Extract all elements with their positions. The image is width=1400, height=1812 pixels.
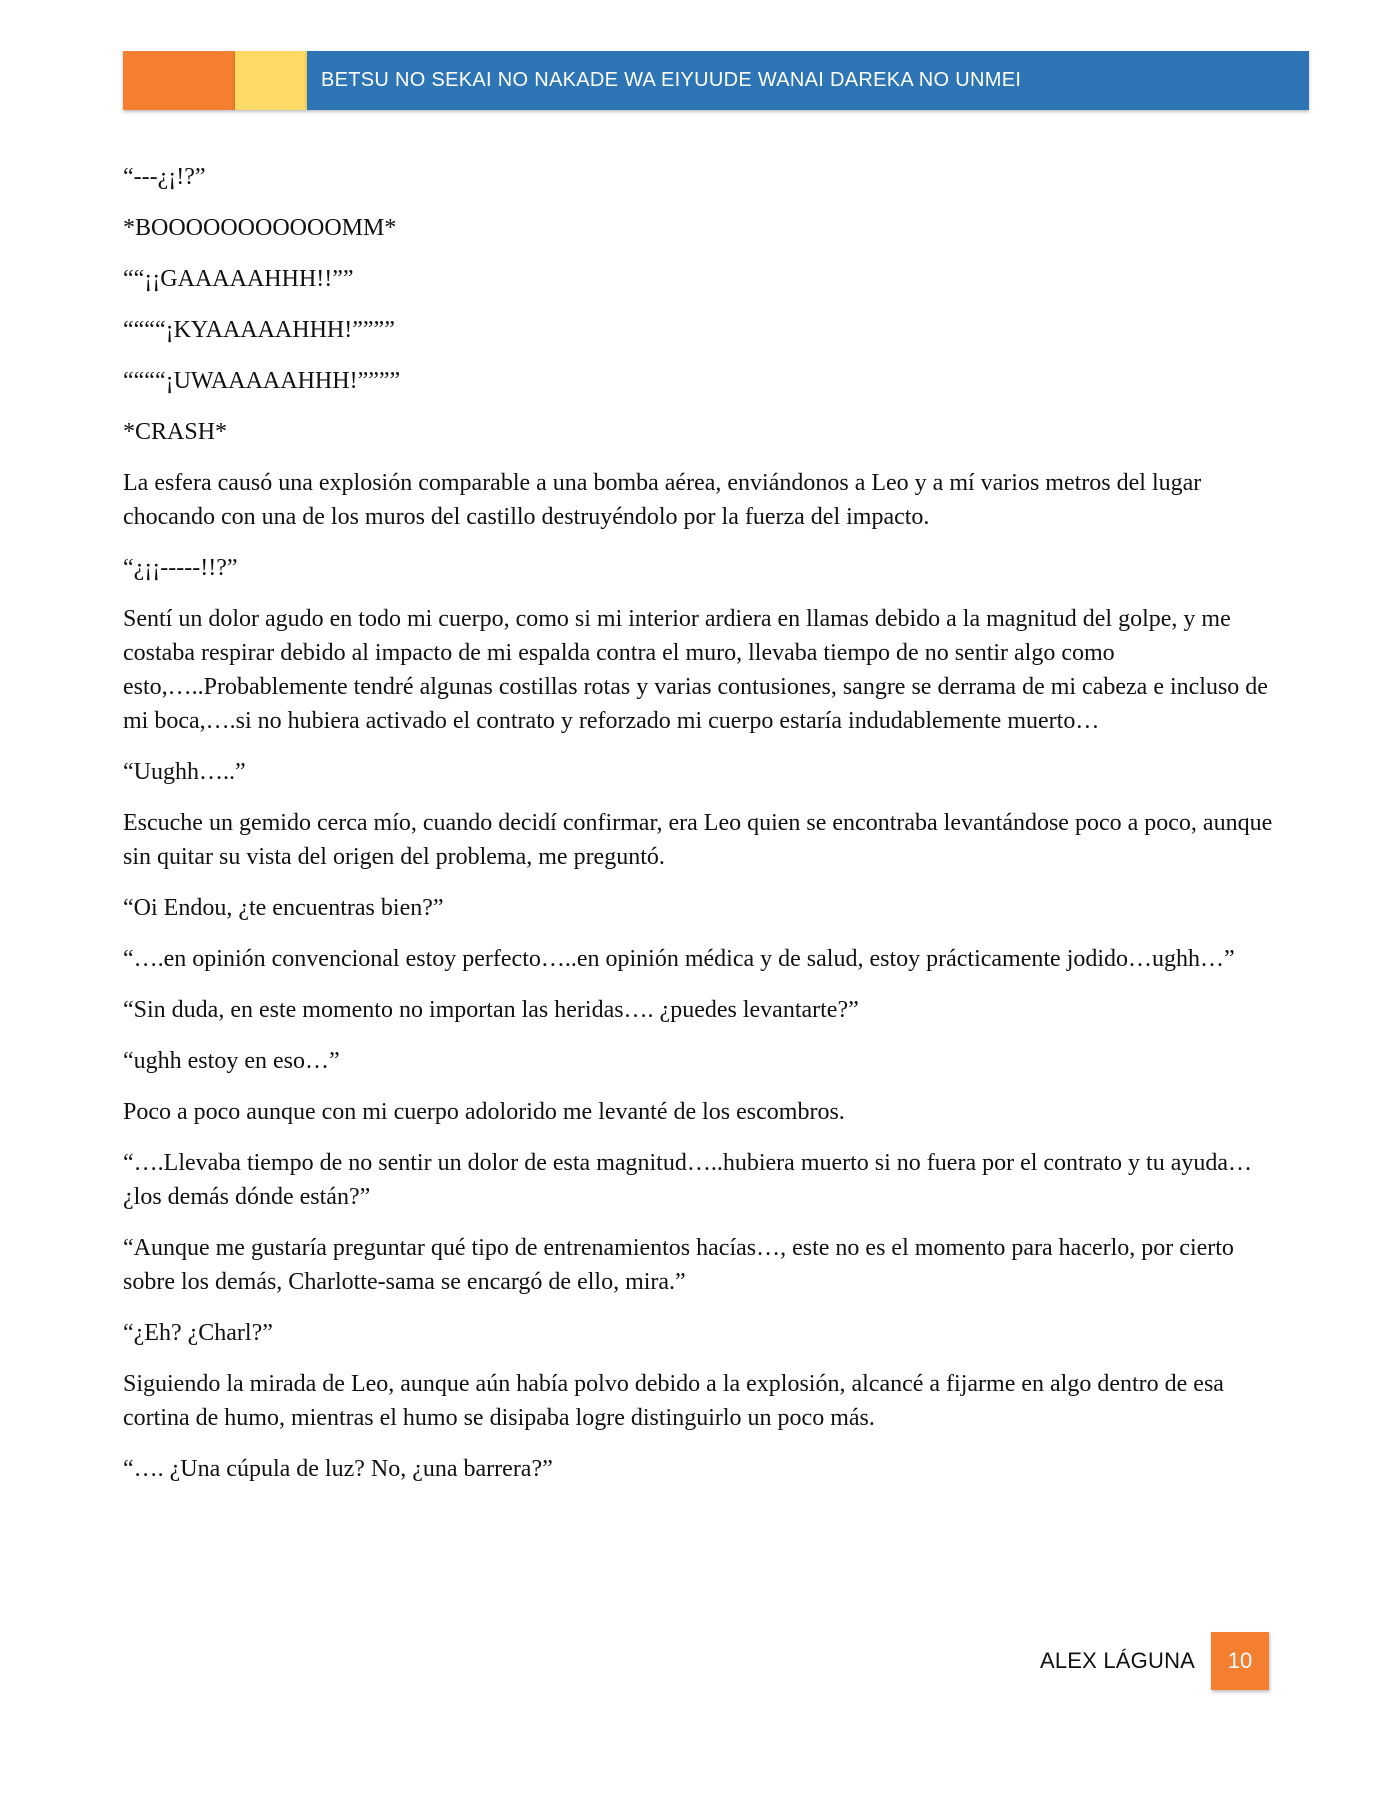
paragraph: “¿¡¡-----!!?”: [123, 555, 238, 581]
paragraph: “Oi Endou, ¿te encuentras bien?”: [123, 895, 444, 921]
paragraph: Poco a poco aunque con mi cuerpo adolorido me levanté de los escombros.: [123, 1099, 845, 1125]
page-number: 10: [1211, 1632, 1269, 1690]
header-orange-block: [123, 51, 235, 110]
paragraph: Sentí un dolor agudo en todo mi cuerpo, como si mi interior ardiera en llamas debido a la magnitud del golpe, y me costaba respirar debido al impacto de mi espalda contra el muro, llevaba tiempo de no sentir algo como esto,…..Probablemente tendré algunas costillas rotas y varias contusiones, sangre se derrama de mi cabeza e incluso de mi boca,….si no hubiera activado el contrato y reforzado mi cuerpo estaría indudablemente muerto…: [123, 606, 1268, 734]
paragraph: ““““¡KYAAAAAHHH!””””: [123, 317, 395, 343]
page-body: [123, 160, 1273, 1503]
page-header: [123, 51, 1309, 110]
paragraph: La esfera causó una explosión comparable a una bomba aérea, enviándonos a Leo y a mí varios metros del lugar chocando con una de los muros del castillo destruyéndolo por la fuerza del impacto.: [123, 470, 1202, 530]
paragraph: “¿Eh? ¿Charl?”: [123, 1320, 273, 1346]
paragraph: *BOOOOOOOOOOOMM*: [123, 215, 397, 241]
paragraph: “….en opinión convencional estoy perfecto…..en opinión médica y de salud, estoy prácticamente jodido…ughh…”: [123, 946, 1235, 972]
paragraph: ““¡¡GAAAAAHHH!!””: [123, 266, 354, 292]
paragraph: “---¿¡!?”: [123, 164, 206, 190]
paragraph: “Sin duda, en este momento no importan las heridas…. ¿puedes levantarte?”: [123, 997, 859, 1023]
header-yellow-block: [235, 51, 307, 110]
paragraph: “….Llevaba tiempo de no sentir un dolor de esta magnitud…..hubiera muerto si no fuera por el contrato y tu ayuda… ¿los demás dónde están?”: [123, 1150, 1253, 1210]
paragraph: ““““¡UWAAAAAHHH!””””: [123, 368, 401, 394]
page-footer: [1040, 1632, 1269, 1690]
paragraph: Escuche un gemido cerca mío, cuando decidí confirmar, era Leo quien se encontraba levantándose poco a poco, aunque sin quitar su vista del origen del problema, me preguntó.: [123, 810, 1273, 870]
header-title-block: [307, 51, 1309, 110]
paragraph: Siguiendo la mirada de Leo, aunque aún había polvo debido a la explosión, alcancé a fijarme en algo dentro de esa cortina de humo, mientras el humo se disipaba logre distinguirlo un poco más.: [123, 1371, 1224, 1431]
paragraph: “Aunque me gustaría preguntar qué tipo de entrenamientos hacías…, este no es el momento para hacerlo, por cierto sobre los demás, Charlotte-sama se encargó de ello, mira.”: [123, 1235, 1234, 1295]
header-title: BETSU NO SEKAI NO NAKADE WA EIYUUDE WANAI DAREKA NO UNMEI: [321, 69, 1022, 91]
footer-author: ALEX LÁGUNA: [1040, 1648, 1196, 1673]
paragraph: “Uughh…..”: [123, 759, 246, 785]
paragraph: “…. ¿Una cúpula de luz? No, ¿una barrera?”: [123, 1456, 553, 1482]
paragraph: “ughh estoy en eso…”: [123, 1048, 340, 1074]
paragraph: *CRASH*: [123, 419, 228, 445]
